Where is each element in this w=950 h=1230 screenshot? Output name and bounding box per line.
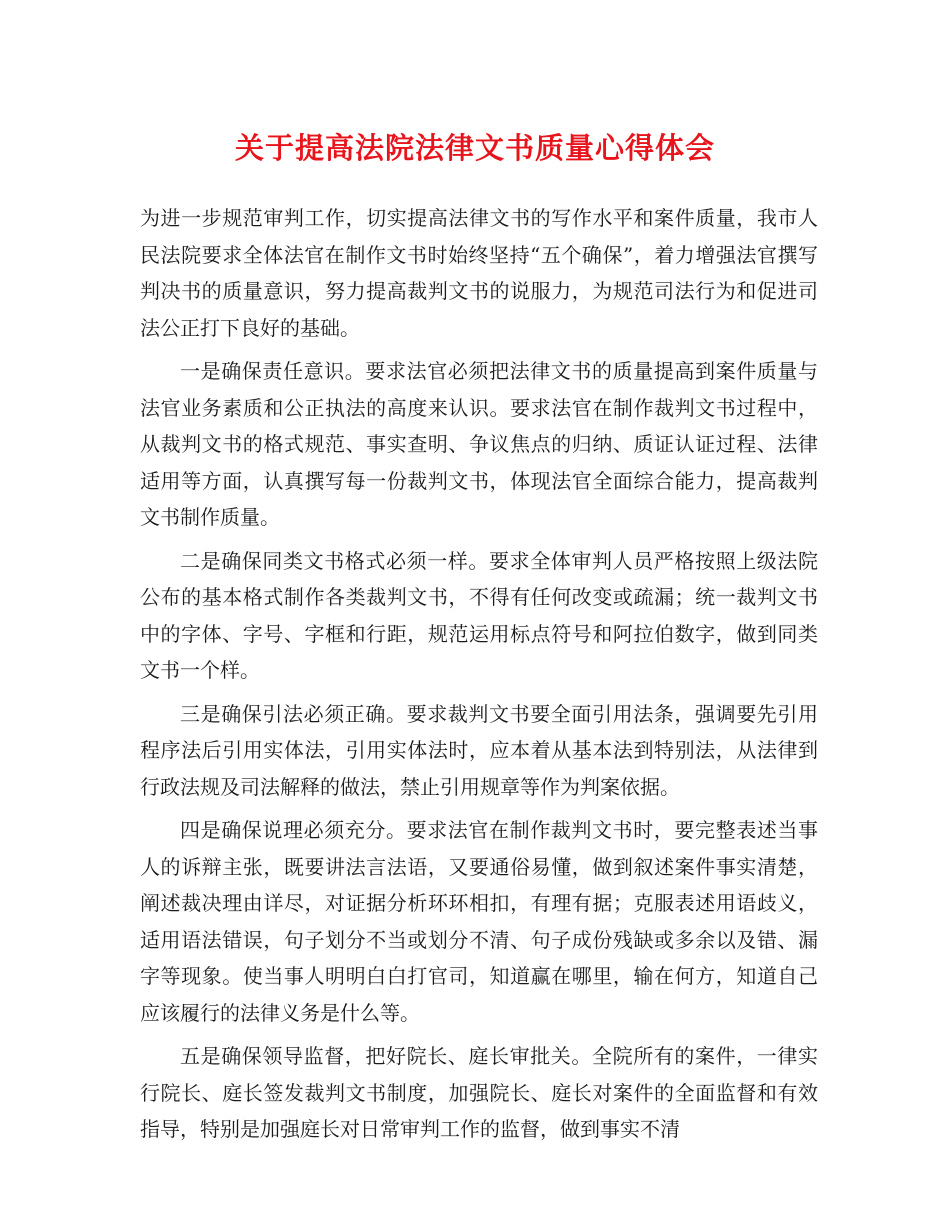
paragraph-intro: 为进一步规范审判工作，切实提高法律文书的写作水平和案件质量，我市人民法院要求全体法官在制作文书时始终坚持“五个确保”，着力增强法官撰写判决书的质量意识，努力提高裁判文书的说服力，为规范司法行为和促进司法公正打下良好的基础。 [140, 206, 818, 340]
paragraph-point-1: 一是确保责任意识。要求法官必须把法律文书的质量提高到案件质量与法官业务素质和公正执法的高度来认识。要求法官在制作裁判文书过程中，从裁判文书的格式规范、事实查明、争议焦点的归纳、质证认证过程、法律适用等方面，认真撰写每一份裁判文书，体现法官全面综合能力，提高裁判文书制作质量。 [140, 359, 818, 529]
document-title: 关于提高法院法律文书质量心得体会 [234, 131, 715, 165]
paragraph-point-3: 三是确保引法必须正确。要求裁判文书要全面引用法条，强调要先引用程序法后引用实体法，引用实体法时，应本着从基本法到特别法，从法律到行政法规及司法解释的做法，禁止引用规章等作为判案依据。 [140, 701, 818, 799]
document-body [140, 200, 818, 1155]
paragraph-point-4: 四是确保说理必须充分。要求法官在制作裁判文书时，要完整表述当事人的诉辩主张，既要讲法言法语，又要通俗易懂，做到叙述案件事实清楚，阐述裁决理由详尽，对证据分析环环相扣，有理有据；克服表述用语歧义，适用语法错误，句子划分不当或划分不清、句子成份残缺或多余以及错、漏字等现象。使当事人明明白白打官司，知道赢在哪里，输在何方，知道自己应该履行的法律义务是什么等。 [140, 818, 818, 1025]
paragraph-point-2: 二是确保同类文书格式必须一样。要求全体审判人员严格按照上级法院公布的基本格式制作各类裁判文书，不得有任何改变或疏漏；统一裁判文书中的字体、字号、字框和行距，规范运用标点符号和阿拉伯数字，做到同类文书一个样。 [140, 548, 818, 682]
paragraph-point-5: 五是确保领导监督，把好院长、庭长审批关。全院所有的案件，一律实行院长、庭长签发裁判文书制度，加强院长、庭长对案件的全面监督和有效指导，特别是加强庭长对日常审判工作的监督，做到事实不清 [140, 1044, 818, 1141]
